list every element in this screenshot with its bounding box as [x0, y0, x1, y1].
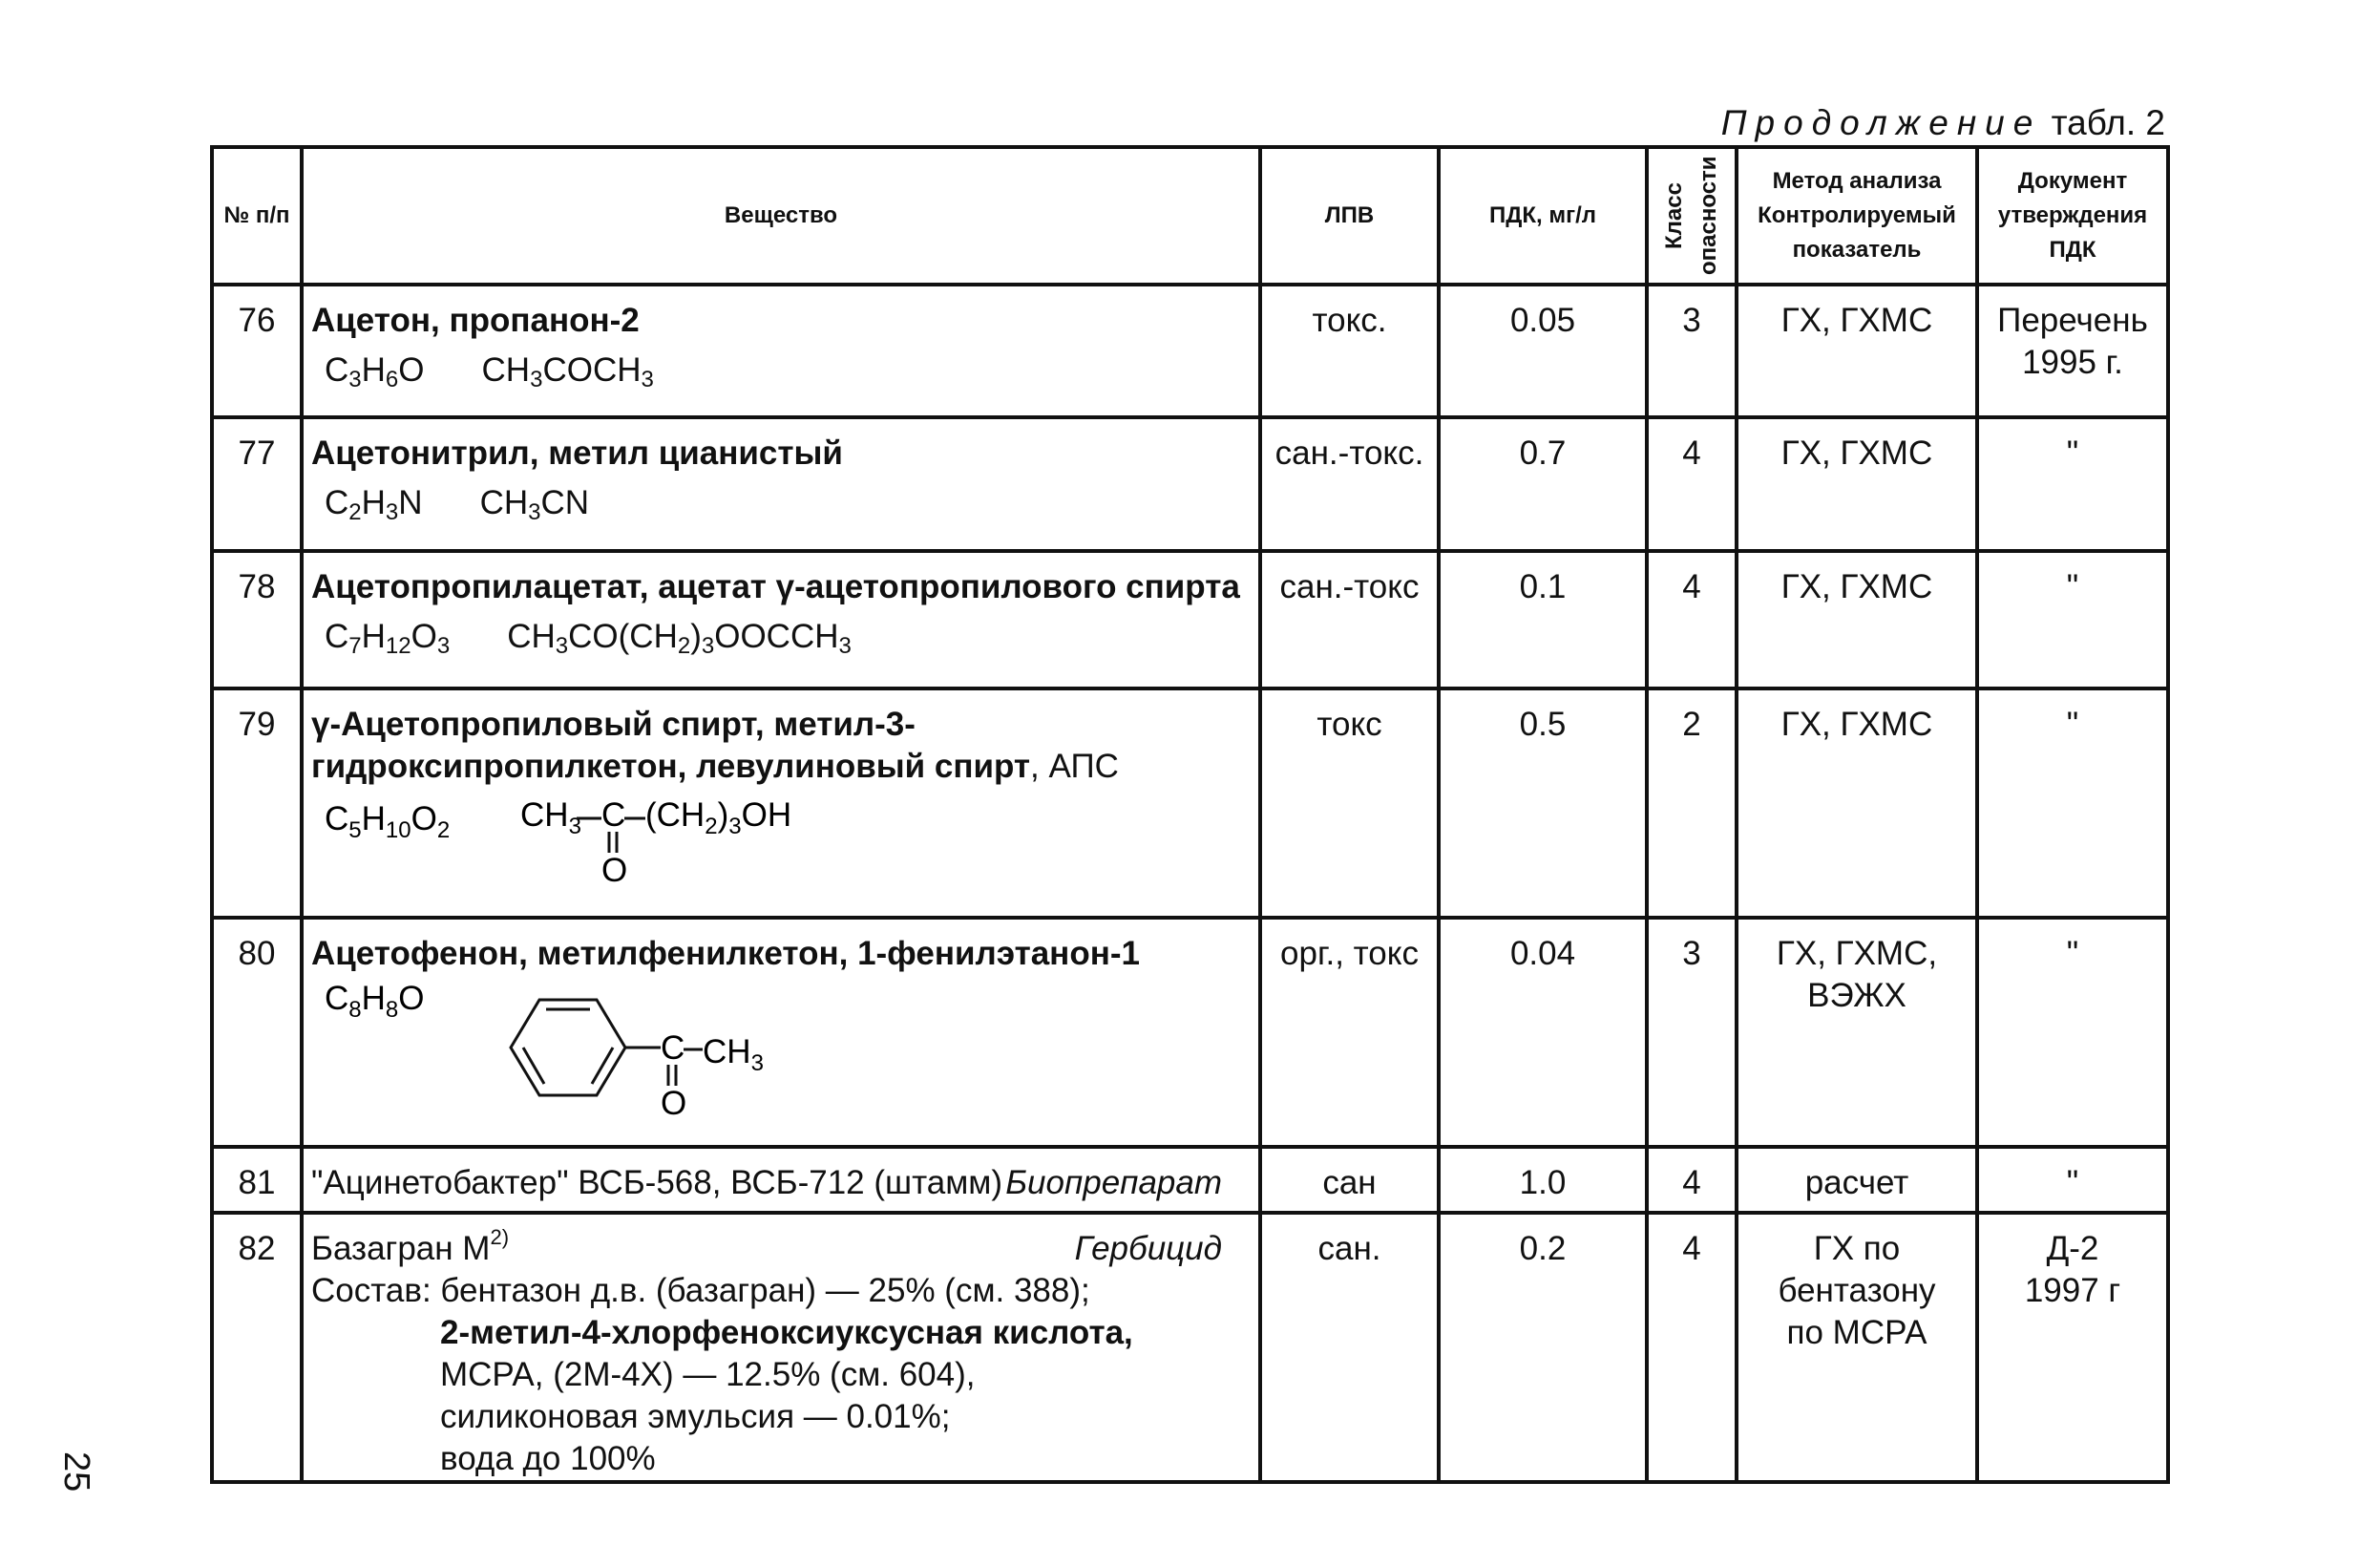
substance-name: Ацетопропилацетат, ацетат γ-ацетопропилового спирта: [311, 568, 1240, 605]
pdk-cell: 0.5: [1439, 688, 1647, 918]
composition-line: вода до 100%: [440, 1440, 656, 1477]
substance-category: Гербицид: [1074, 1230, 1222, 1267]
svg-text:(CH2)3OH: $(CH_2)_3OH$: [645, 796, 792, 839]
lpv-cell: орг., токс: [1260, 918, 1439, 1147]
lpv-cell: сан.-токс: [1260, 551, 1439, 688]
hazard-class-cell: 2: [1647, 688, 1737, 918]
chemical-formula: $C_7H_{12}O_3$ $CH_3CO(CH_2)_3OOCCH_3$: [325, 618, 852, 659]
substance-category: Биопрепарат: [1005, 1164, 1222, 1201]
pdk-cell: 0.1: [1439, 551, 1647, 688]
row-number: 80: [212, 918, 302, 1147]
substances-table: [210, 145, 2170, 1484]
document-cell: Перечень 1995 г.: [1977, 285, 2168, 417]
composition-line: Состав: бентазон д.в. (базагран) — 25% (см. 388);: [311, 1272, 1090, 1309]
svg-text:C8H8O: $C_8H_8O$: [325, 980, 425, 1023]
method-cell: ГХ, ГХМС: [1737, 285, 1977, 417]
substance-name: Ацетонитрил, метил цианистый: [311, 434, 843, 472]
substance-cell: [302, 688, 1260, 918]
method-cell: ГХ, ГХМС: [1737, 551, 1977, 688]
svg-text:C5H10O2: $C_5H_{10}O_2$: [325, 800, 451, 843]
structural-formula: [325, 979, 859, 1122]
document-cell: ": [1977, 551, 2168, 688]
table-row: [212, 551, 2168, 688]
table-row: [212, 1213, 2168, 1482]
composition-line: силиконовая эмульсия — 0.01%;: [440, 1398, 951, 1435]
lpv-cell: токс: [1260, 688, 1439, 918]
table-row: [212, 688, 2168, 918]
row-number: 81: [212, 1147, 302, 1213]
header-hazard-class: Класс опасности: [1647, 147, 1737, 285]
structural-formula: [325, 790, 859, 885]
row-number: 76: [212, 285, 302, 417]
document-cell: ": [1977, 1147, 2168, 1213]
header-document: Документ утверждения ПДК: [1977, 147, 2168, 285]
hazard-class-cell: 4: [1647, 551, 1737, 688]
hazard-class-cell: 4: [1647, 1147, 1737, 1213]
substance-cell: [302, 918, 1260, 1147]
substance-name-abbr: , АПС: [1030, 748, 1119, 785]
substance-name: Базагран М: [311, 1230, 491, 1267]
substance-name-wrap: [311, 704, 1251, 788]
method-cell: расчет: [1737, 1147, 1977, 1213]
table-continuation-caption: [1680, 99, 2165, 147]
table-row: [212, 1147, 2168, 1213]
pdk-cell: 0.04: [1439, 918, 1647, 1147]
svg-text:CH3: $CH_3$: [520, 796, 581, 839]
pdk-cell: 1.0: [1439, 1147, 1647, 1213]
substance-name: Ацетофенон, метилфенилкетон, 1-фенилэтанон-1: [311, 935, 1140, 972]
method-cell: ГХ, ГХМС: [1737, 688, 1977, 918]
hazard-class-cell: 3: [1647, 918, 1737, 1147]
svg-text:C: C: [601, 796, 626, 834]
header-lpv: ЛПВ: [1260, 147, 1439, 285]
substance-name: "Ацинетобактер" ВСБ-568, ВСБ-712 (штамм): [311, 1164, 1002, 1201]
document-cell: ": [1977, 688, 2168, 918]
table-row: [212, 417, 2168, 551]
chemical-formula: $C_2H_3N$ $CH_3CN$: [325, 484, 590, 525]
hazard-class-cell: 4: [1647, 417, 1737, 551]
composition-line: МСРА, (2М-4Х) — 12.5% (см. 604),: [440, 1356, 976, 1393]
header-num: № п/п: [212, 147, 302, 285]
svg-text:O: O: [661, 1085, 687, 1122]
table-row: [212, 918, 2168, 1147]
document-cell: ": [1977, 918, 2168, 1147]
page-number: 25: [56, 1451, 96, 1493]
substance-cell: [302, 551, 1260, 688]
substance-name: Ацетон, пропанон-2: [311, 302, 640, 339]
row-number: 82: [212, 1213, 302, 1482]
lpv-cell: сан.-токс.: [1260, 417, 1439, 551]
composition-line-bold: 2-метил-4-хлорфеноксиуксусная кислота,: [440, 1314, 1133, 1351]
pdk-cell: 0.2: [1439, 1213, 1647, 1482]
lpv-cell: токс.: [1260, 285, 1439, 417]
method-cell: ГХ, ГХМС: [1737, 417, 1977, 551]
document-cell: Д-2 1997 г: [1977, 1213, 2168, 1482]
header-method: Метод анализа Контролируемый показатель: [1737, 147, 1977, 285]
row-number: 78: [212, 551, 302, 688]
pdk-cell: 0.05: [1439, 285, 1647, 417]
method-cell: ГХ, ГХМС, ВЭЖХ: [1737, 918, 1977, 1147]
svg-text:O: O: [601, 852, 628, 885]
substance-cell: [302, 1213, 1260, 1482]
svg-text:C: C: [661, 1029, 685, 1067]
chemical-formula: $C_3H_6O$ $CH_3COCH_3$: [325, 351, 654, 392]
substance-name: γ-Ацетопропиловый спирт, метил-3-гидроксипропилкетон, левулиновый спирт: [311, 706, 1031, 785]
table-row: [212, 285, 2168, 417]
substance-cell: [302, 1147, 1260, 1213]
header-row: [212, 147, 2168, 285]
row-number: 77: [212, 417, 302, 551]
substance-cell: [302, 285, 1260, 417]
pdk-cell: 0.7: [1439, 417, 1647, 551]
substance-name-wrap: [311, 1225, 510, 1267]
composition: [311, 1270, 1251, 1480]
header-pdk: ПДК, мг/л: [1439, 147, 1647, 285]
table-reference: табл. 2: [2051, 103, 2165, 142]
document-cell: ": [1977, 417, 2168, 551]
hazard-class-cell: 3: [1647, 285, 1737, 417]
lpv-cell: сан.: [1260, 1213, 1439, 1482]
substance-cell: [302, 417, 1260, 551]
svg-text:CH3: $CH_3$: [703, 1033, 764, 1076]
method-cell: ГХ по бентазону по МСРА: [1737, 1213, 1977, 1482]
hazard-class-cell: 4: [1647, 1213, 1737, 1482]
header-substance: Вещество: [302, 147, 1260, 285]
row-number: 79: [212, 688, 302, 918]
continuation-word: Продолжение: [1720, 103, 2042, 142]
footnote-marker: 2): [490, 1225, 510, 1249]
lpv-cell: сан: [1260, 1147, 1439, 1213]
